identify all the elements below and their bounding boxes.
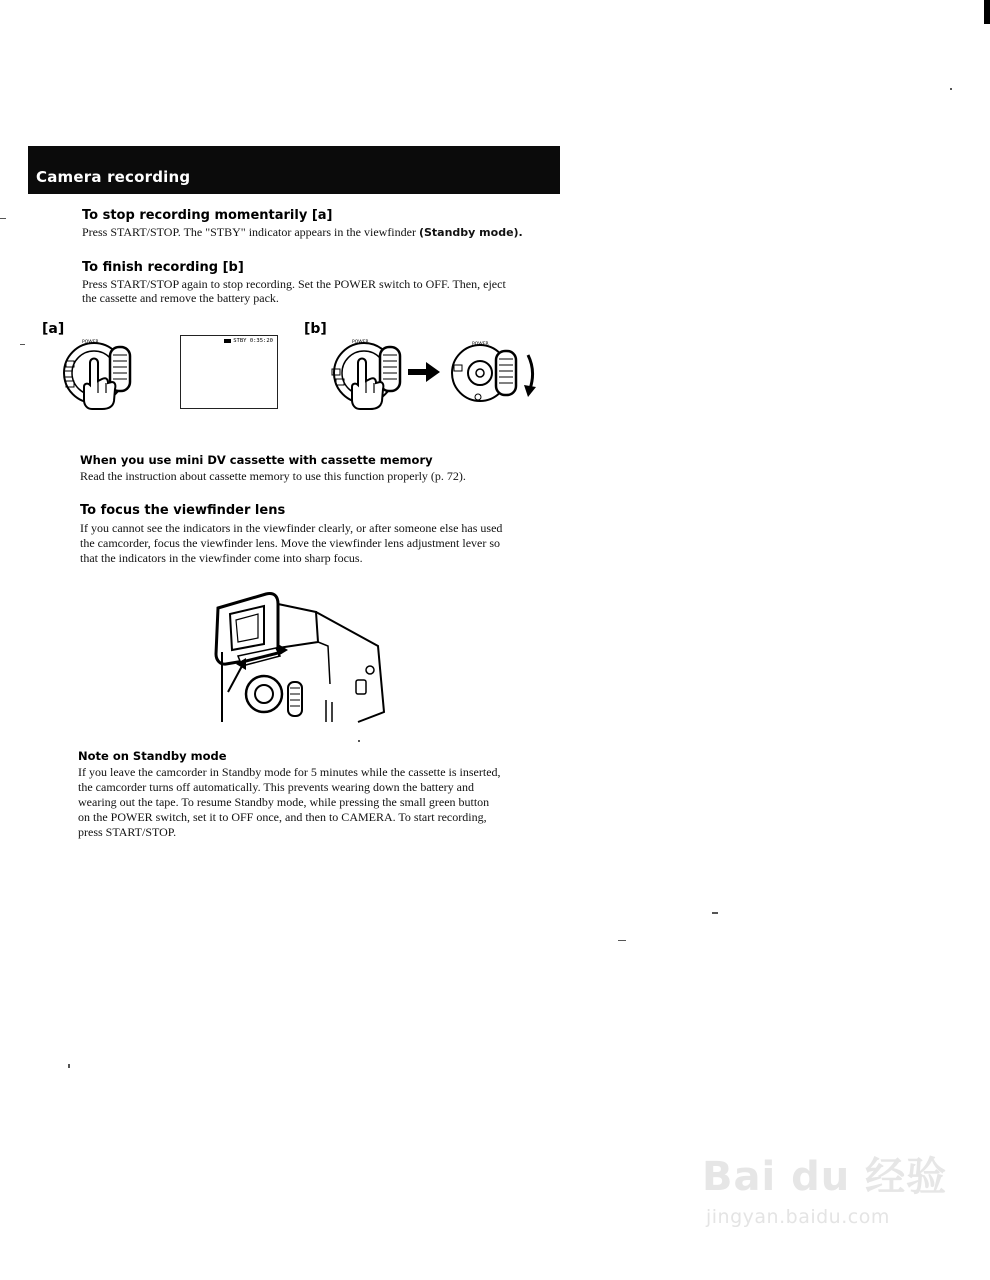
standby-note-line-4: on the POWER switch, set it to OFF once, and then to CAMERA. To start recording, xyxy=(78,810,487,824)
scan-speck xyxy=(618,940,626,941)
standby-note-heading: Note on Standby mode xyxy=(78,749,227,763)
figure-a-label: [a] xyxy=(42,321,65,337)
power-label-b1: POWER xyxy=(352,340,369,345)
focus-viewfinder-line-3: that the indicators in the viewfinder come into sharp focus. xyxy=(80,551,363,565)
stop-momentarily-body: Press START/STOP. The "STBY" indicator appears in the viewfinder xyxy=(82,225,416,239)
scan-speck xyxy=(20,344,25,345)
standby-note-line-2: the camcorder turns off automatically. This prevents wearing down the battery and xyxy=(78,780,474,794)
standby-note-line-1: If you leave the camcorder in Standby mode for 5 minutes while the cassette is inserted, xyxy=(78,765,501,779)
finish-recording-line-2: the cassette and remove the battery pack. xyxy=(82,291,279,305)
cassette-memory-text: Read the instruction about cassette memory to use this function properly (p. 72). xyxy=(80,469,466,483)
watermark-logo: Bai du 经验 xyxy=(702,1154,948,1200)
focus-viewfinder-line-2: the camcorder, focus the viewfinder lens. Move the viewfinder lens adjustment lever so xyxy=(80,536,501,550)
tape-icon xyxy=(224,339,231,343)
arrow-right-icon xyxy=(408,362,442,382)
power-dial-rotated-icon xyxy=(448,335,548,407)
pressing-hand-icon xyxy=(348,355,388,410)
finish-recording-line-1: Press START/STOP again to stop recording. Set the POWER switch to OFF. Then, eject xyxy=(82,277,506,291)
focus-viewfinder-line-1: If you cannot see the indicators in the viewfinder clearly, or after someone else has used xyxy=(80,521,503,535)
pressing-hand-icon xyxy=(80,355,120,410)
rotate-arrow-icon xyxy=(528,355,533,389)
stby-indicator: STBY xyxy=(233,338,247,344)
scan-speck xyxy=(358,740,360,742)
scan-speck xyxy=(950,88,952,90)
stop-momentarily-text xyxy=(82,225,523,240)
watermark-url: jingyan.baidu.com xyxy=(706,1206,890,1228)
standby-note-line-5: press START/STOP. xyxy=(78,825,177,839)
time-counter: 0:35:20 xyxy=(249,338,273,344)
scan-edge-mark xyxy=(984,0,990,24)
power-label-a: POWER xyxy=(82,340,99,345)
standby-note-line-3: wearing out the tape. To resume Standby mode, while pressing the small green button xyxy=(78,795,490,809)
camcorder-eyepiece-icon xyxy=(208,582,388,727)
scan-speck xyxy=(68,1064,70,1068)
power-label-b2: POWER xyxy=(472,342,489,347)
stop-momentarily-heading: To stop recording momentarily [a] xyxy=(82,208,333,223)
standby-mode-emphasis: (Standby mode). xyxy=(418,226,523,239)
scan-speck xyxy=(0,218,6,219)
viewfinder-indicators xyxy=(224,338,273,344)
section-title: Camera recording xyxy=(36,168,191,186)
figure-b-label: [b] xyxy=(304,321,327,337)
viewfinder-display xyxy=(180,335,278,409)
focus-viewfinder-heading: To focus the viewfinder lens xyxy=(80,503,286,518)
scan-speck xyxy=(712,912,718,914)
cassette-memory-heading: When you use mini DV cassette with cassette memory xyxy=(80,453,433,467)
section-header-bar xyxy=(28,146,560,194)
finish-recording-heading: To finish recording [b] xyxy=(82,260,244,275)
